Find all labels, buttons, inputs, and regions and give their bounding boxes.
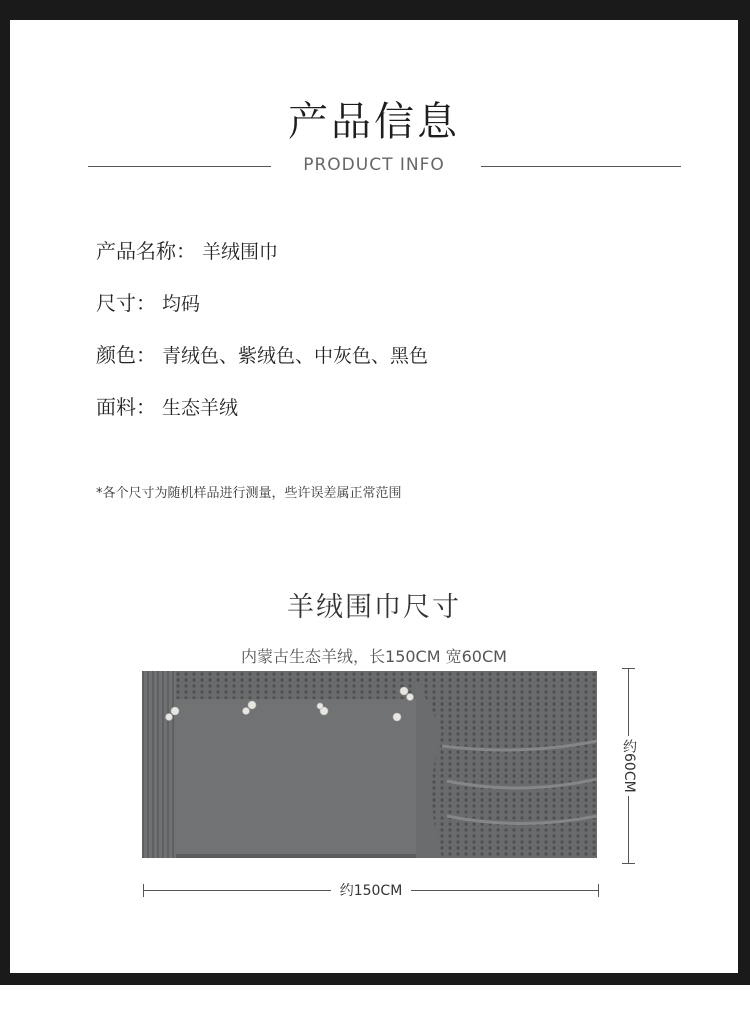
page-title: 产品信息	[288, 99, 460, 145]
info-row-name	[96, 235, 278, 264]
size-section-subtitle: 内蒙古生态羊绒，长150CM 宽60CM	[241, 647, 507, 666]
info-label: 尺寸：	[96, 291, 156, 315]
width-dimension	[619, 668, 639, 864]
length-dimension	[143, 881, 599, 901]
scarf-illustration	[142, 671, 597, 858]
width-dimension-cap-bottom	[622, 863, 635, 864]
info-label: 面料：	[96, 395, 156, 419]
content-panel	[10, 20, 738, 973]
divider-right	[481, 166, 681, 167]
info-row-color	[96, 339, 428, 368]
scarf-photo	[142, 671, 597, 858]
size-section-title: 羊绒围巾尺寸	[287, 592, 461, 623]
scarf-edge-left	[142, 671, 176, 858]
info-value: 生态羊绒	[162, 397, 239, 419]
scarf-lace-top	[176, 671, 416, 699]
scarf-body	[176, 699, 416, 858]
length-label: 约150CM	[331, 881, 411, 901]
info-value: 均码	[162, 293, 201, 315]
info-row-material	[96, 391, 238, 420]
info-label: 颜色：	[96, 343, 156, 367]
info-value: 青绒色、紫绒色、中灰色、黑色	[162, 345, 429, 367]
info-row-size	[96, 287, 200, 316]
length-dimension-cap-left	[143, 884, 144, 897]
width-label: 约60CM	[617, 736, 641, 796]
length-dimension-cap-right	[598, 884, 599, 897]
page-subtitle: PRODUCT INFO	[303, 155, 445, 175]
info-label: 产品名称：	[96, 239, 196, 263]
measurement-note: *各个尺寸为随机样品进行测量，些许误差属正常范围	[96, 486, 402, 501]
width-dimension-cap-top	[622, 668, 635, 669]
scarf-lace-right	[412, 671, 597, 858]
info-value: 羊绒围巾	[202, 241, 279, 263]
subtitle-row	[10, 155, 738, 179]
